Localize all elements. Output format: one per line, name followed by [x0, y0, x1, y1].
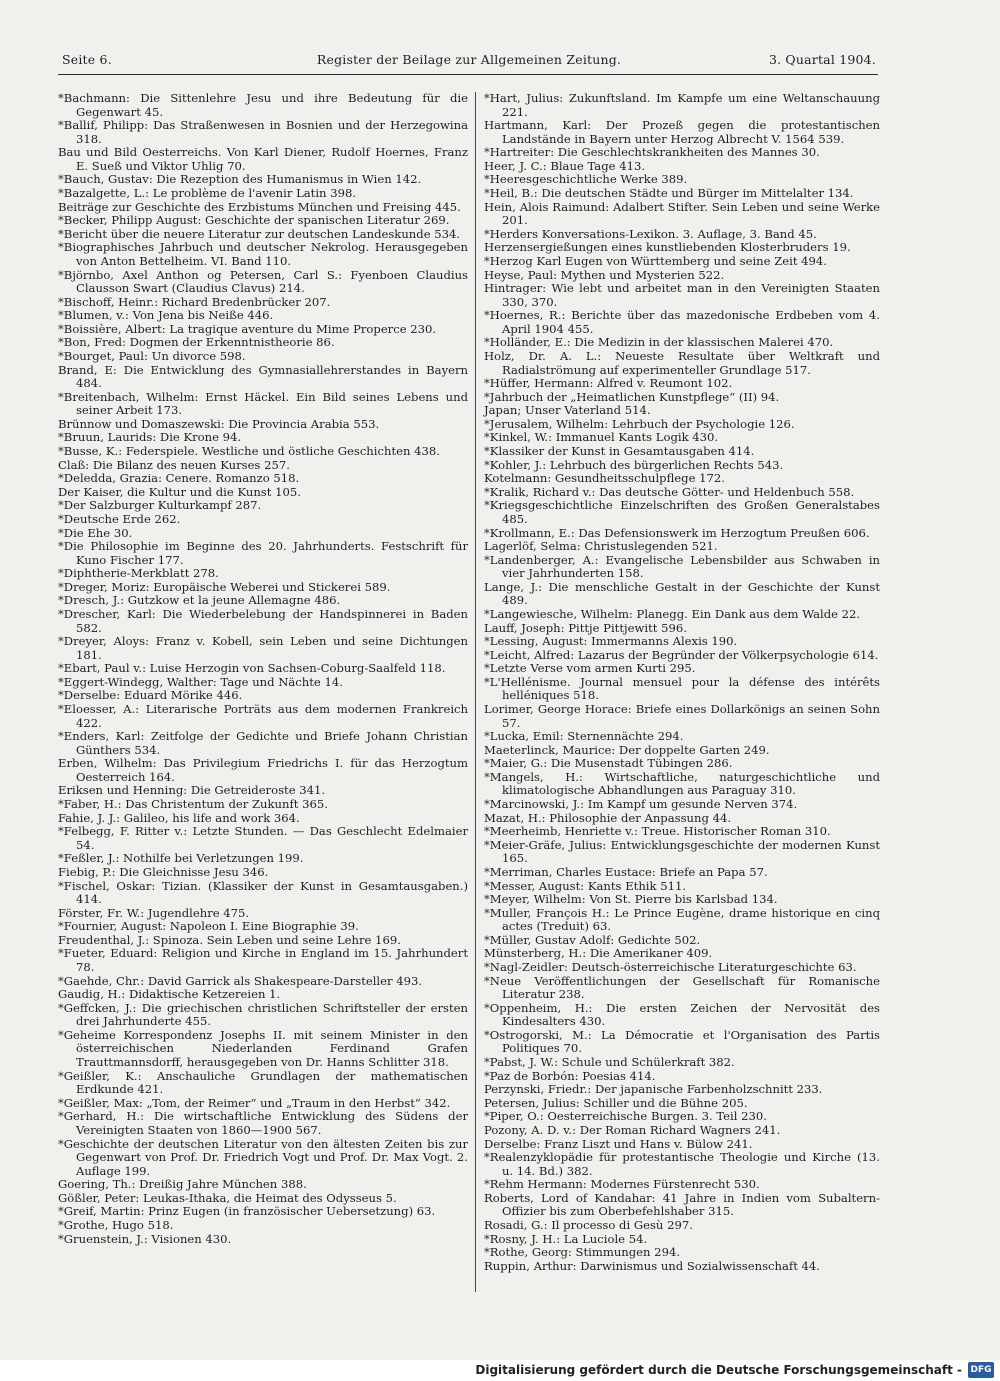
- index-entry: *Paz de Borbón: Poesias 414.: [484, 1068, 656, 1083]
- index-entry: *Fueter, Eduard: Religion und Kirche in England im 15. Jahrhundert 78.: [58, 946, 468, 974]
- index-entry: Pozony, A. D. v.: Der Roman Richard Wagners 241.: [484, 1122, 781, 1137]
- index-entry: *Fischel, Oskar: Tizian. (Klassiker der Kunst in Gesamtausgaben.) 414.: [58, 878, 468, 907]
- index-entry: *Bazalgette, L.: Le problème de l'avenir Latin 398.: [58, 186, 357, 201]
- index-entry: Gaudig, H.: Didaktische Ketzereien 1.: [58, 987, 281, 1002]
- index-entry: Förster, Fr. W.: Jugendlehre 475.: [58, 905, 250, 920]
- index-entry: *Krollmann, E.: Das Defensionswerk im Herzogtum Preußen 606.: [484, 525, 870, 540]
- index-entry: *Messer, August: Kants Ethik 511.: [484, 878, 687, 893]
- index-entry: Münsterberg, H.: Die Amerikaner 409.: [484, 946, 713, 961]
- index-entry: *Gaehde, Chr.: David Garrick als Shakespeare-Darsteller 493.: [58, 973, 423, 988]
- index-entry: Heyse, Paul: Mythen und Mysterien 522.: [484, 267, 725, 282]
- index-entry: Brand, E: Die Entwicklung des Gymnasiallehrerstandes in Bayern 484.: [58, 362, 468, 391]
- index-entry: Claß: Die Bilanz des neuen Kurses 257.: [58, 457, 290, 472]
- index-entry: *Dreger, Moriz: Europäische Weberei und Stickerei 589.: [58, 579, 391, 594]
- index-entry: *Die Ehe 30.: [58, 525, 133, 540]
- page-header: [62, 52, 876, 74]
- index-entry: *Ballif, Philipp: Das Straßenwesen in Bosnien und der Herzegowina 318.: [58, 118, 468, 146]
- index-entry: *Bachmann: Die Sittenlehre Jesu und ihre Bedeutung für die Gegenwart 45.: [58, 91, 468, 119]
- index-entry: *Maier, G.: Die Musenstadt Tübingen 286.: [484, 756, 733, 771]
- index-entry: Perzynski, Friedr.: Der japanische Farbenholzschnitt 233.: [484, 1082, 823, 1097]
- index-entry: Holz, Dr. A. L.: Neueste Resultate über Weltkraft und Radialströmung auf experimenteller Grundlage 517.: [484, 348, 880, 377]
- index-entry: *Breitenbach, Wilhelm: Ernst Häckel. Ein Bild seines Lebens und seiner Arbeit 173.: [58, 389, 468, 418]
- index-entry: *Rehm Hermann: Modernes Fürstenrecht 530.: [484, 1177, 760, 1192]
- index-entry: *Langewiesche, Wilhelm: Planegg. Ein Dank aus dem Walde 22.: [484, 606, 861, 621]
- index-entry: *Neue Veröffentlichungen der Gesellschaft für Romanische Literatur 238.: [484, 973, 880, 1002]
- index-entry: Japan; Unser Vaterland 514.: [484, 403, 651, 418]
- index-entry: Eriksen und Henning: Die Getreideroste 341.: [58, 783, 326, 798]
- index-entry: *Die Philosophie im Beginne des 20. Jahrhunderts. Festschrift für Kuno Fischer 177.: [58, 539, 468, 567]
- index-entry: Lauff, Joseph: Pittje Pittjewitt 596.: [484, 620, 687, 635]
- index-entry: *Hart, Julius: Zukunftsland. Im Kampfe um eine Weltanschauung 221.: [484, 91, 880, 119]
- index-entry: *Felbegg, F. Ritter v.: Letzte Stunden. — Das Geschlecht Edelmaier 54.: [58, 824, 468, 852]
- index-entry: *Müller, Gustav Adolf: Gedichte 502.: [484, 932, 701, 947]
- index-entry: *Rothe, Georg: Stimmungen 294.: [484, 1245, 681, 1260]
- index-entry: *Boissière, Albert: La tragique aventure du Mime Properce 230.: [58, 321, 437, 336]
- index-entry: *Herders Konversations-Lexikon. 3. Auflage, 3. Band 45.: [484, 226, 817, 241]
- index-entry: *Jahrbuch der „Heimatlichen Kunstpflege“ (II) 94.: [484, 389, 780, 404]
- index-entry: *Oppenheim, H.: Die ersten Zeichen der Nervosität des Kindesalters 430.: [484, 1000, 880, 1029]
- index-entry: *Blumen, v.: Von Jena bis Neiße 446.: [58, 308, 274, 323]
- index-entry: Ruppin, Arthur: Darwinismus und Sozialwissenschaft 44.: [484, 1258, 820, 1273]
- page-title: Register der Beilage zur Allgemeinen Zeitung.: [316, 52, 622, 67]
- index-entry: Lange, J.: Die menschliche Gestalt in der Geschichte der Kunst 489.: [484, 579, 880, 608]
- index-entry: *Holländer, E.: Die Medizin in der klassischen Malerei 470.: [484, 335, 834, 350]
- dfg-logo: DFG: [968, 1362, 994, 1378]
- index-entry: Bau und Bild Oesterreichs. Von Karl Diener, Rudolf Hoernes, Franz E. Sueß und Viktor Uhlig 70.: [58, 145, 468, 173]
- index-entry: *Biographisches Jahrbuch und deutscher Nekrolog. Herausgegeben von Anton Bettelheim. VI. Band 110.: [58, 240, 468, 268]
- index-entry: *Hartreiter: Die Geschlechtskrankheiten des Mannes 30.: [484, 145, 820, 160]
- index-entry: *Pabst, J. W.: Schule und Schülerkraft 382.: [484, 1055, 735, 1070]
- index-entry: *Ostrogorski, M.: La Démocratie et l'Organisation des Partis Politiques 70.: [484, 1027, 880, 1056]
- index-entry: *Bericht über die neuere Literatur zur deutschen Landeskunde 534.: [58, 226, 461, 241]
- index-entry: *Kinkel, W.: Immanuel Kants Logik 430.: [484, 430, 719, 445]
- footer-credit: Digitalisierung gefördert durch die Deutsche Forschungsgemeinschaft -: [475, 1363, 962, 1377]
- index-entry: Der Kaiser, die Kultur und die Kunst 105.: [58, 484, 301, 499]
- index-entry: *Kralik, Richard v.: Das deutsche Götter- und Heldenbuch 558.: [484, 484, 855, 499]
- index-entry: *Letzte Verse vom armen Kurti 295.: [484, 661, 696, 676]
- index-entry: *Geißler, Max: „Tom, der Reimer“ und „Traum in den Herbst“ 342.: [58, 1095, 451, 1110]
- index-entry: *Meyer, Wilhelm: Von St. Pierre bis Karlsbad 134.: [484, 892, 778, 907]
- index-entry: *Bauch, Gustav: Die Rezeption des Humanismus in Wien 142.: [58, 172, 422, 187]
- index-entry: *Lucka, Emil: Sternennächte 294.: [484, 729, 684, 744]
- index-entry: *Dreyer, Aloys: Franz v. Kobell, sein Leben und seine Dichtungen 181.: [58, 634, 468, 662]
- footer-bar: [0, 1360, 1000, 1381]
- index-entry: *Marcinowski, J.: Im Kampf um gesunde Nerven 374.: [484, 797, 798, 812]
- index-entry: *Bischoff, Heinr.: Richard Bredenbrücker 207.: [58, 294, 331, 309]
- column-divider: [475, 92, 476, 1292]
- index-entry: *Piper, O.: Oesterreichische Burgen. 3. Teil 230.: [484, 1109, 767, 1124]
- index-entry: *Eloesser, A.: Literarische Porträts aus dem modernen Frankreich 422.: [58, 702, 468, 730]
- index-entry: *Grothe, Hugo 518.: [58, 1217, 174, 1232]
- index-entry: *Jerusalem, Wilhelm: Lehrbuch der Psychologie 126.: [484, 416, 795, 431]
- index-entry: *Drescher, Karl: Die Wiederbelebung der Handspinnerei in Baden 582.: [58, 606, 468, 635]
- index-entry: *Bruun, Laurids: Die Krone 94.: [58, 430, 242, 445]
- index-entry: *Kohler, J.: Lehrbuch des bürgerlichen Rechts 543.: [484, 457, 784, 472]
- index-entry: *Klassiker der Kunst in Gesamtausgaben 414.: [484, 444, 755, 459]
- index-entry: Roberts, Lord of Kandahar: 41 Jahre in Indien vom Subaltern-Offizier bis zum Oberbefehlshaber 315.: [484, 1190, 880, 1219]
- index-entry: *Eggert-Windegg, Walther: Tage und Nächte 14.: [58, 674, 343, 689]
- index-entry: Fahie, J. J.: Galileo, his life and work 364.: [58, 810, 300, 825]
- index-entry: *Gruenstein, J.: Visionen 430.: [58, 1231, 232, 1246]
- index-entry: *Geffcken, J.: Die griechischen christlichen Schriftsteller der ersten drei Jahrhunderte 455.: [58, 1000, 468, 1029]
- index-entry: *Björnbo, Axel Anthon og Petersen, Carl S.: Fyenboen Claudius Clausson Swart (Claudius Clavus) 214.: [58, 267, 468, 296]
- index-entry: Petersen, Julius: Schiller und die Bühne 205.: [484, 1095, 748, 1110]
- index-entry: Fiebig, P.: Die Gleichnisse Jesu 346.: [58, 864, 269, 879]
- index-entry: *Meerheimb, Henriette v.: Treue. Historischer Roman 310.: [484, 824, 831, 839]
- index-entry: *Busse, K.: Federspiele. Westliche und östliche Geschichten 438.: [58, 444, 440, 459]
- index-entry: *Lessing, August: Immermanns Alexis 190.: [484, 634, 738, 649]
- index-entry: *L'Hellénisme. Journal mensuel pour la défense des intérêts helléniques 518.: [484, 674, 880, 703]
- index-entry: *Dresch, J.: Gutzkow et la jeune Allemagne 486.: [58, 593, 341, 608]
- index-entry: *Ebart, Paul v.: Luise Herzogin von Sachsen-Coburg-Saalfeld 118.: [58, 661, 446, 676]
- index-entry: Mazat, H.: Philosophie der Anpassung 44.: [484, 810, 732, 825]
- index-entry: Lorimer, George Horace: Briefe eines Dollarkönigs an seinen Sohn 57.: [484, 702, 880, 730]
- index-entry: Maeterlinck, Maurice: Der doppelte Garten 249.: [484, 742, 770, 757]
- index-entry: *Mangels, H.: Wirtschaftliche, naturgeschichtliche und klimatologische Abhandlungen aus Paraguay 310.: [484, 769, 880, 798]
- index-entry: *Landenberger, A.: Evangelische Lebensbilder aus Schwaben in vier Jahrhunderten 158.: [484, 552, 880, 581]
- index-entry: Kotelmann: Gesundheitsschulpflege 172.: [484, 471, 725, 486]
- index-entry: *Greif, Martin: Prinz Eugen (in französischer Uebersetzung) 63.: [58, 1204, 436, 1219]
- index-entry: Brünnow und Domaszewski: Die Provincia Arabia 553.: [58, 416, 380, 431]
- index-entry: *Bourget, Paul: Un divorce 598.: [58, 348, 246, 363]
- index-entry: *Derselbe: Eduard Mörike 446.: [58, 688, 243, 703]
- page-number: Seite 6.: [62, 52, 112, 67]
- index-entry: Erben, Wilhelm: Das Privilegium Friedrichs I. für das Herzogtum Oesterreich 164.: [58, 756, 468, 784]
- left-column: [58, 92, 468, 1246]
- index-entry: Goering, Th.: Dreißig Jahre München 388.: [58, 1177, 307, 1192]
- index-entry: *Heeresgeschichtliche Werke 389.: [484, 172, 688, 187]
- index-entry: Hartmann, Karl: Der Prozeß gegen die protestantischen Landstände in Bayern unter Herzog Albrecht V. 1564 539.: [484, 118, 880, 146]
- index-entry: *Feßler, J.: Nothilfe bei Verletzungen 199.: [58, 851, 304, 866]
- index-entry: *Enders, Karl: Zeitfolge der Gedichte und Briefe Johann Christian Günthers 534.: [58, 729, 468, 757]
- index-entry: *Fournier, August: Napoleon I. Eine Biographie 39.: [58, 919, 359, 934]
- index-entry: Beiträge zur Geschichte des Erzbistums München und Freising 445.: [58, 199, 461, 214]
- index-entry: *Der Salzburger Kulturkampf 287.: [58, 498, 262, 513]
- index-entry: *Deledda, Grazia: Cenere. Romanzo 518.: [58, 471, 300, 486]
- index-entry: *Geheime Korrespondenz Josephs II. mit seinem Minister in den österreichischen Niederlanden Ferdinand Grafen Trauttmannsdorff, herausgegeben von Dr. Hanns Schlitter 318.: [58, 1027, 468, 1070]
- index-entry: *Kriegsgeschichtliche Einzelschriften des Großen Generalstabes 485.: [484, 498, 880, 526]
- index-entry: Hintrager: Wie lebt und arbeitet man in den Vereinigten Staaten 330, 370.: [484, 281, 880, 309]
- index-entry: *Realenzyklopädie für protestantische Theologie und Kirche (13. u. 14. Bd.) 382.: [484, 1150, 880, 1178]
- index-entry: Gößler, Peter: Leukas-Ithaka, die Heimat des Odysseus 5.: [58, 1190, 397, 1205]
- index-entry: *Becker, Philipp August: Geschichte der spanischen Literatur 269.: [58, 213, 450, 228]
- index-entry: *Herzog Karl Eugen von Württemberg und seine Zeit 494.: [484, 253, 827, 268]
- index-entry: *Heil, B.: Die deutschen Städte und Bürger im Mittelalter 134.: [484, 186, 854, 201]
- index-entry: *Diphtherie-Merkblatt 278.: [58, 566, 219, 581]
- index-entry: Lagerlöf, Selma: Christuslegenden 521.: [484, 539, 718, 554]
- header-rule: [58, 74, 878, 75]
- index-entry: *Geißler, K.: Anschauliche Grundlagen der mathematischen Erdkunde 421.: [58, 1068, 468, 1097]
- index-entry: *Rosny, J. H.: La Luciole 54.: [484, 1231, 648, 1246]
- index-entry: *Faber, H.: Das Christentum der Zukunft 365.: [58, 797, 328, 812]
- index-entry: Freudenthal, J.: Spinoza. Sein Leben und seine Lehre 169.: [58, 932, 401, 947]
- index-entry: *Hoernes, R.: Berichte über das mazedonische Erdbeben vom 4. April 1904 455.: [484, 308, 880, 336]
- issue-quarter: 3. Quartal 1904.: [768, 52, 876, 67]
- index-entry: *Nagl-Zeidler: Deutsch-österreichische Literaturgeschichte 63.: [484, 960, 857, 974]
- index-entry: *Muller, François H.: Le Prince Eugène, drame historique en cinq actes (Treduit) 63.: [484, 905, 880, 934]
- index-entry: *Leicht, Alfred: Lazarus der Begründer der Völkerpsychologie 614.: [484, 647, 879, 662]
- index-entry: Rosadi, G.: Il processo di Gesù 297.: [484, 1217, 693, 1232]
- index-entry: *Gerhard, H.: Die wirtschaftliche Entwicklung des Südens der Vereinigten Staaten von 1860—1900 567.: [58, 1109, 468, 1137]
- index-entry: Derselbe: Franz Liszt und Hans v. Bülow 241.: [484, 1136, 753, 1151]
- index-entry: Herzensergießungen eines kunstliebenden Klosterbruders 19.: [484, 240, 851, 255]
- index-entry: *Deutsche Erde 262.: [58, 511, 181, 526]
- right-column: [484, 92, 880, 1273]
- index-entry: *Merriman, Charles Eustace: Briefe an Papa 57.: [484, 864, 768, 879]
- index-entry: *Geschichte der deutschen Literatur von den ältesten Zeiten bis zur Gegenwart von Prof. Dr. Friedrich Vogt und Prof. Dr. Max Vogt. 2. Auflage 199.: [58, 1136, 468, 1178]
- index-entry: Heer, J. C.: Blaue Tage 413.: [484, 158, 646, 173]
- index-entry: *Meier-Gräfe, Julius: Entwicklungsgeschichte der modernen Kunst 165.: [484, 837, 880, 866]
- index-entry: Hein, Alois Raimund: Adalbert Stifter. Sein Leben und seine Werke 201.: [484, 199, 880, 228]
- index-entry: *Hüffer, Hermann: Alfred v. Reumont 102.: [484, 376, 733, 391]
- index-entry: *Bon, Fred: Dogmen der Erkenntnistheorie 86.: [58, 335, 335, 350]
